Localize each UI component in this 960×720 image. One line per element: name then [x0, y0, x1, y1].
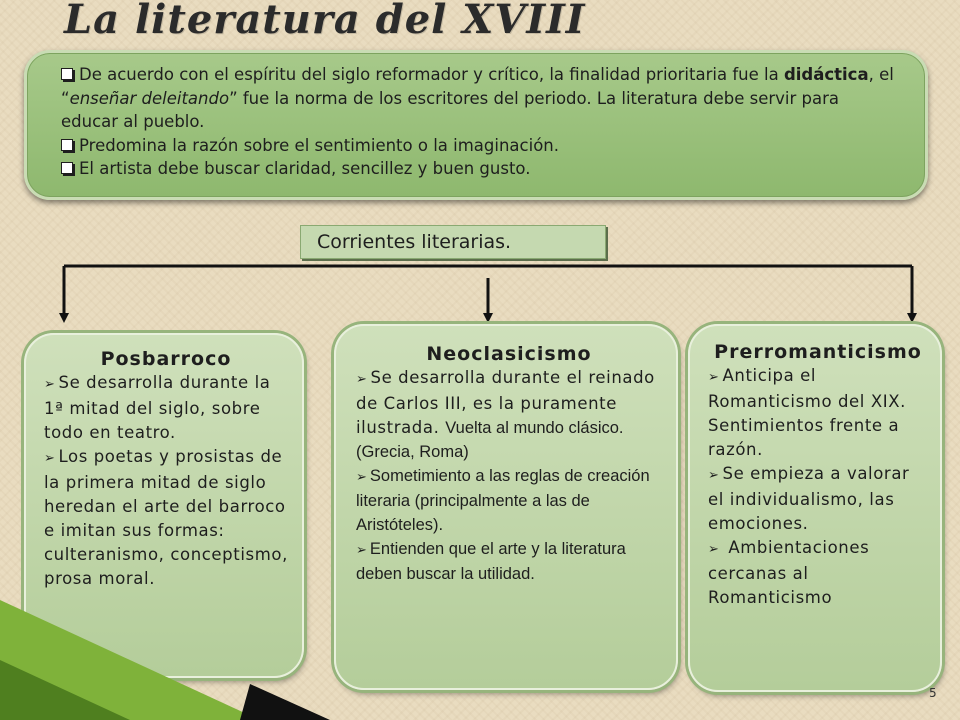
- intro-point-1: De acuerdo con el espíritu del siglo reformador y crítico, la finalidad prioritaria fue la didáctica, el “enseñar deleitando” fue la norma de los escritores del periodo. La literatura debe servir para educar al pueblo.: [61, 65, 894, 131]
- intro-point-3: El artista debe buscar claridad, sencillez y buen gusto.: [61, 157, 895, 181]
- posbarroco-title: Posbarroco: [100, 348, 232, 370]
- arrow-bullet-icon: ➢: [356, 372, 368, 387]
- list-item: ➢ Ambientaciones cercanas al Romanticismo: [708, 538, 870, 607]
- quote-ensenar-deleitando: enseñar deleitando: [69, 88, 230, 108]
- neoclasicismo-title: Neoclasicismo: [426, 343, 592, 365]
- intro-point-2: Predomina la razón sobre el sentimiento o la imaginación.: [61, 134, 895, 158]
- corrientes-label: Corrientes literarias.: [300, 225, 606, 259]
- list-item: ➢ Anticipa el Romanticismo del XIX. Sentimientos frente a razón.: [708, 366, 906, 459]
- arrow-bullet-icon: ➢: [356, 542, 367, 557]
- page-number: 5: [929, 686, 937, 700]
- list-item: ➢ Se desarrolla durante la 1ª mitad del siglo, sobre todo en teatro.: [44, 373, 271, 442]
- list-item: ➢ Los poetas y prosistas de la primera mitad de siglo heredan el arte del barroco e imitan sus formas: culteranismo, conceptismo, prosa moral.: [44, 447, 288, 588]
- arrow-bullet-icon: ➢: [708, 370, 720, 385]
- prerromanticismo-title: Prerromanticismo: [714, 341, 922, 363]
- arrow-bullet-icon: ➢: [356, 469, 367, 484]
- black-wedge-shape: [240, 684, 330, 720]
- list-item: ➢ Se empieza a valorar el individualismo, las emociones.: [708, 464, 910, 533]
- list-item: ➢ Entienden que el arte y la literatura deben buscar la utilidad.: [356, 540, 626, 583]
- slide-title: La literatura del XVIII: [64, 0, 586, 43]
- list-item: ➢ Se desarrolla durante el reinado de Carlos III, es la puramente ilustrada. Vuelta al mundo clásico. (Grecia, Roma): [356, 368, 655, 461]
- emphasis-didactica: didáctica: [783, 65, 869, 84]
- arrow-bullet-icon: ➢: [708, 468, 720, 483]
- arrow-bullet-icon: ➢: [708, 542, 720, 557]
- arrow-bullet-icon: ➢: [44, 377, 56, 392]
- arrow-bullet-icon: ➢: [44, 451, 56, 466]
- list-item: ➢ Sometimiento a las reglas de creación literaria (principalmente a las de Aristóteles).: [356, 467, 650, 534]
